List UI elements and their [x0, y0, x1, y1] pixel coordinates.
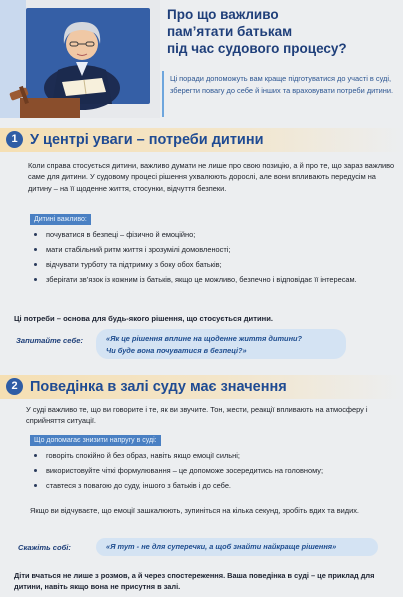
list-item: ставтеся з повагою до суду, іншого з батьків і до себе. — [32, 480, 400, 491]
say-to-yourself-bubble: «Я тут - не для суперечки, а щоб знайти найкраще рішення» — [96, 538, 378, 556]
list-item: мати стабільний ритм життя і зрозумілі домовленості; — [32, 244, 400, 255]
say-to-yourself-label: Скажіть собі: — [18, 543, 71, 552]
bubble-line: «Як це рішення вплине на щоденне життя дитини? — [106, 334, 303, 343]
children-need-tag: Дитині важливо: — [30, 214, 91, 225]
section-title: Поведінка в залі суду має значення — [30, 379, 287, 395]
title-line: пам’ятати батькам — [167, 24, 293, 39]
list-item: відчувати турботу та підтримку з боку обох батьків; — [32, 259, 400, 270]
section-title: У центрі уваги – потреби дитини — [30, 132, 264, 148]
emotions-note: Якщо ви відчуваєте, що емоції зашкалюють, зупиніться на кілька секунд, зробіть вдих та видих. — [30, 506, 359, 515]
children-needs-list — [32, 229, 400, 289]
section-1-paragraph: Коли справа стосується дитини, важливо думати не лише про свою позицію, а й про те, що зараз важливо саме для дитини. У судовому процесі рішення ухвалюють дорослі, але вони впливають передусім на дитину – на її щоденне життя, стосунки, відчуття безпеки. — [28, 161, 395, 193]
intro-text: Ці поради допоможуть вам краще підготуватися до участі в суді, зберегти повагу до себе й інших та враховувати потреби дитини. — [162, 71, 398, 117]
section-1-header — [0, 128, 403, 152]
ask-yourself-label: Запитайте себе: — [16, 336, 83, 345]
closing-text: Діти вчаться не лише з розмов, а й через спостереження. Ваша поведінка в суді – це приклад для дитини, навіть якщо вона не присутня в залі. — [14, 571, 375, 591]
section-number-badge: 2 — [6, 378, 23, 395]
list-item: почуватися в безпеці – фізично й емоційно; — [32, 229, 400, 240]
judge-illustration — [0, 0, 160, 118]
ask-yourself-bubble — [96, 329, 346, 359]
list-item: зберігати зв’язок із кожним із батьків, якщо це можливо, безпечно і відповідає її інтересам. — [32, 274, 400, 285]
tension-tips-tag: Що допомагає знизити напругу в суді: — [30, 435, 161, 446]
page-title — [167, 6, 397, 57]
tension-tips-list — [32, 450, 400, 495]
title-line: під час судового процесу? — [167, 41, 347, 56]
list-item: говоріть спокійно й без образ, навіть якщо емоції сильні; — [32, 450, 400, 461]
title-line: Про що важливо — [167, 7, 279, 22]
section-number-badge: 1 — [6, 131, 23, 148]
list-item: використовуйте чіткі формулювання – це допоможе зосередитись на головному; — [32, 465, 400, 476]
section-2-header — [0, 375, 403, 399]
section-2-paragraph: У суді важливо те, що ви говорите і те, як ви звучите. Тон, жести, реакції впливають на атмосферу і сприйняття ситуації. — [26, 405, 368, 426]
bubble-line: Чи буде вона почуватися в безпеці?» — [106, 345, 247, 355]
needs-summary: Ці потреби – основа для будь-якого рішення, що стосується дитини. — [14, 314, 273, 323]
